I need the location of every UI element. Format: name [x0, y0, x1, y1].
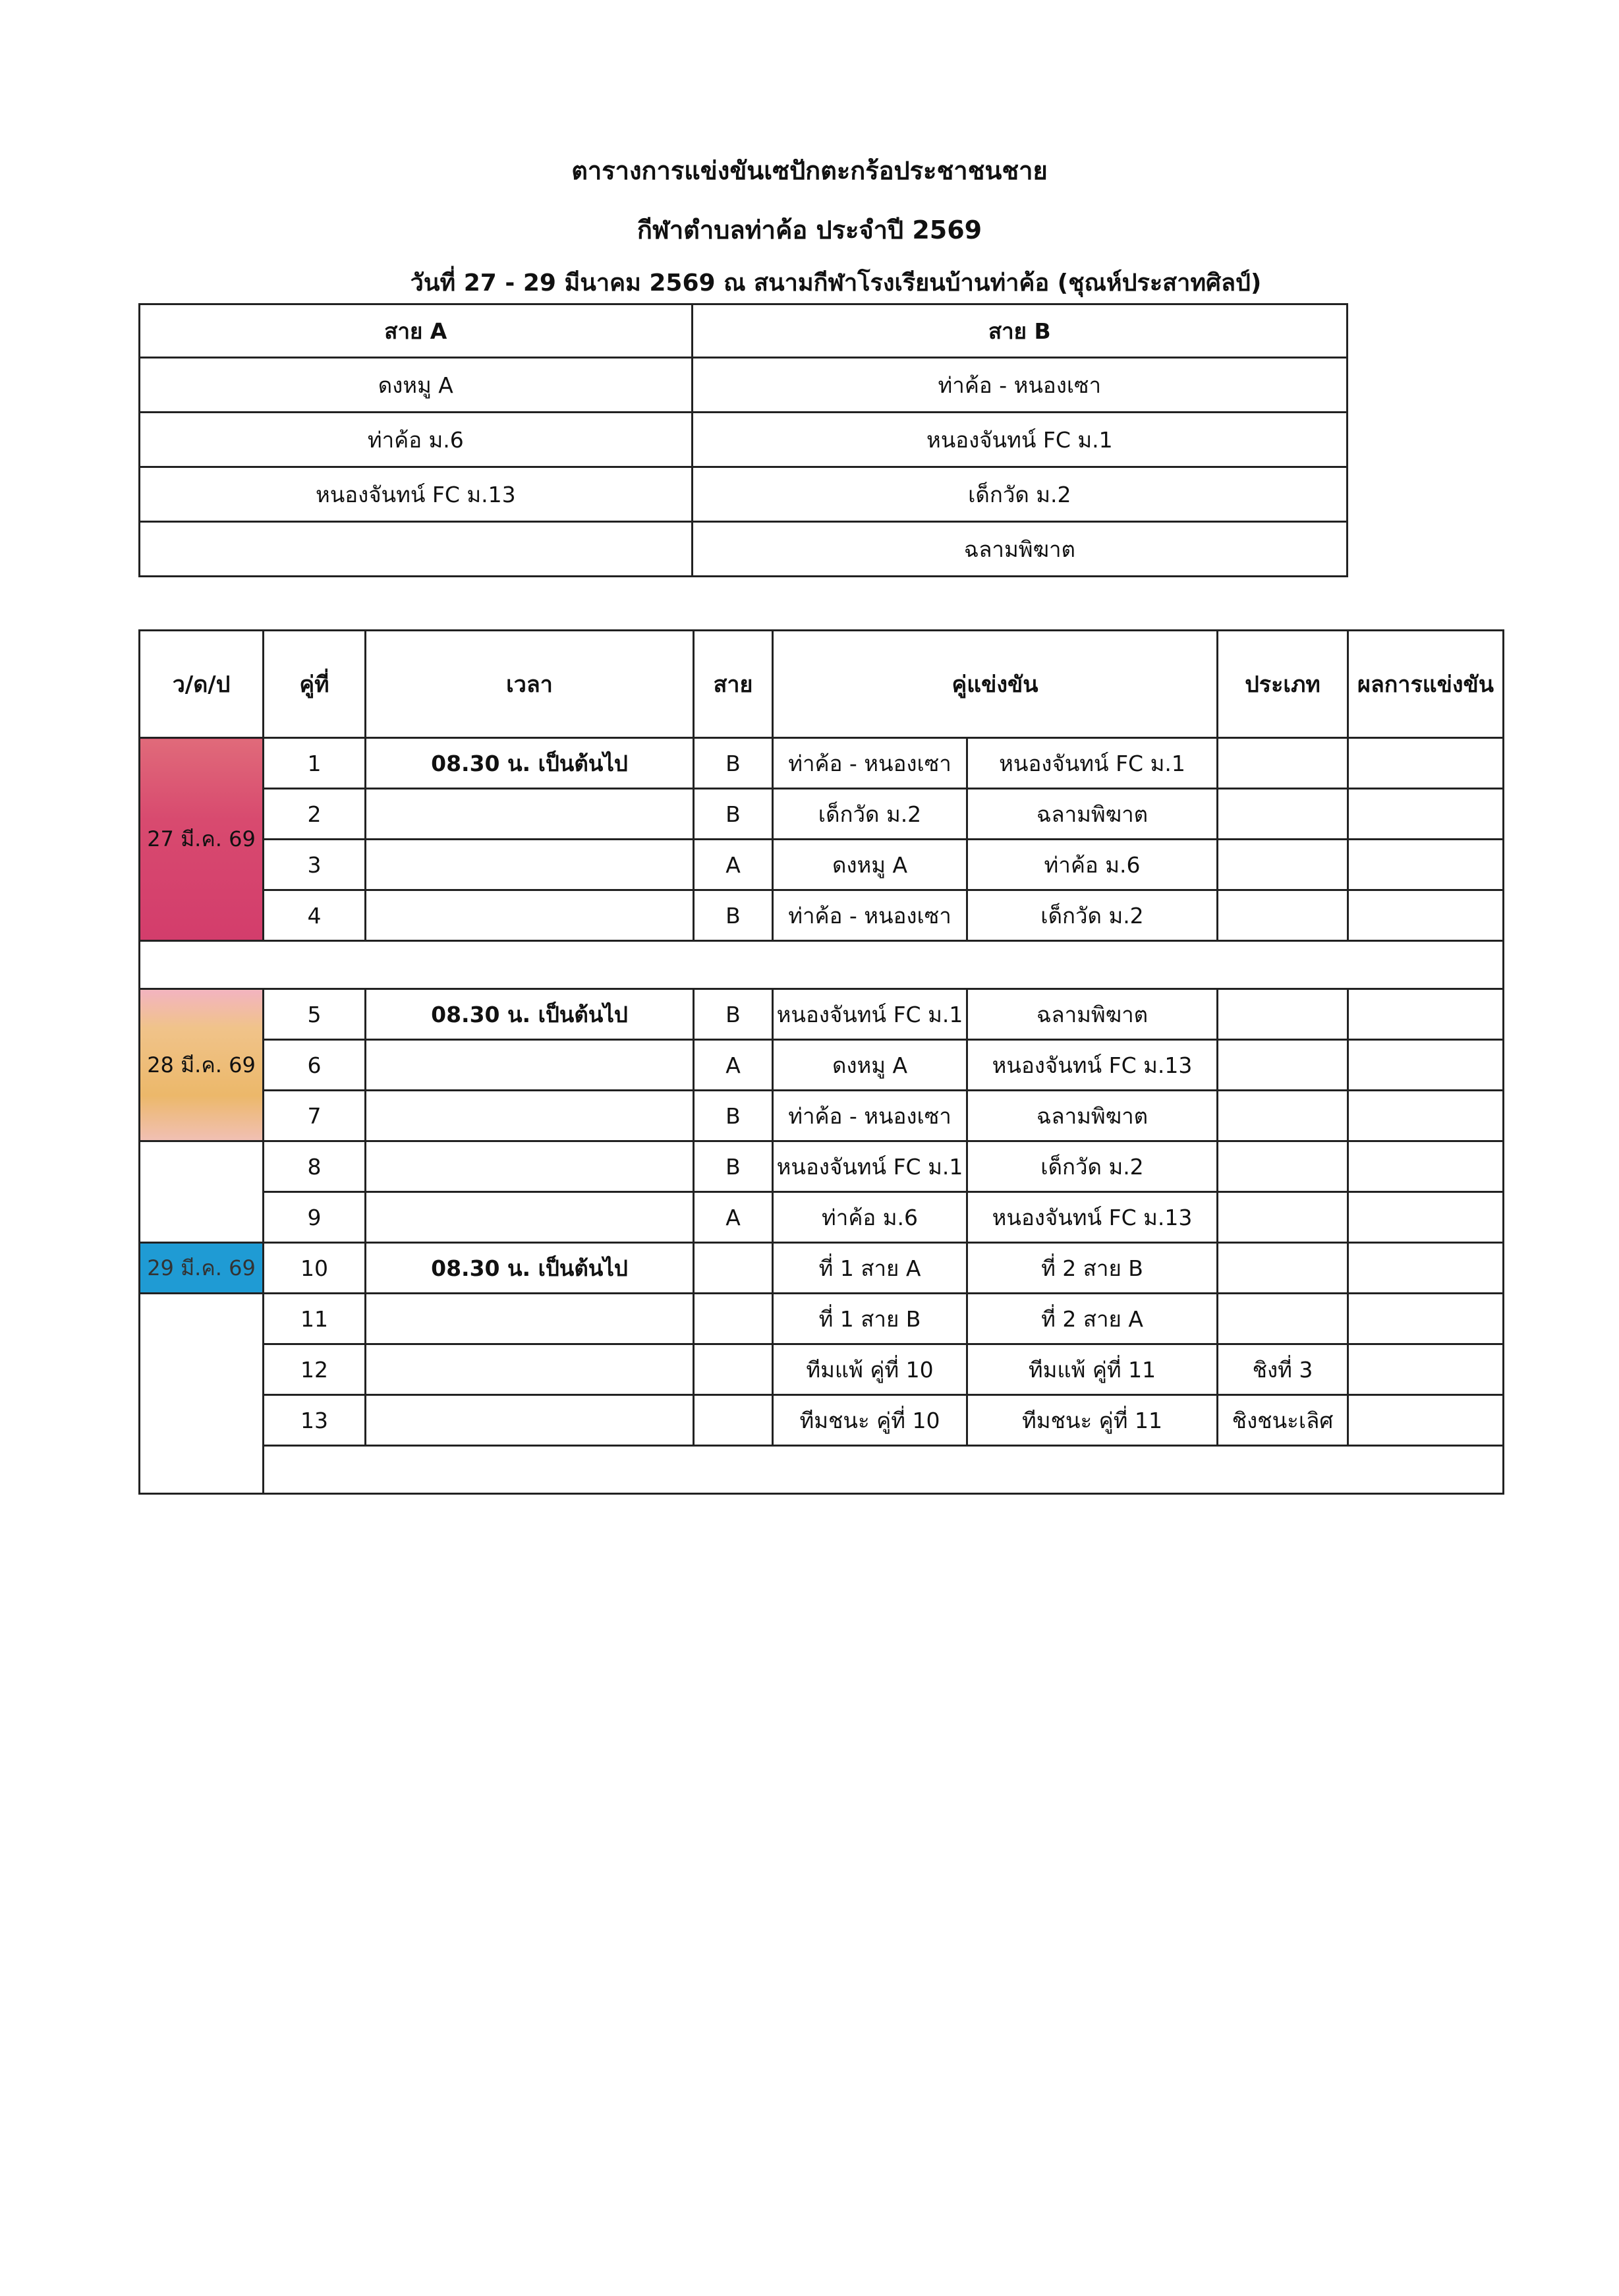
table-row	[140, 1192, 1504, 1243]
match-team1: ทีมชนะ คู่ที่ 10	[773, 1395, 967, 1446]
match-team2: ฉลามพิฆาต	[967, 789, 1218, 840]
match-team2: ทีมชนะ คู่ที่ 11	[967, 1395, 1218, 1446]
match-time	[366, 890, 694, 941]
spacer-cell	[264, 1446, 1504, 1494]
match-no: 9	[264, 1192, 366, 1243]
group-b-header: สาย B	[692, 304, 1347, 358]
match-team1: ทีมแพ้ คู่ที่ 10	[773, 1344, 967, 1395]
match-time	[366, 1091, 694, 1141]
match-result	[1348, 1344, 1504, 1395]
match-team1: ดงหมู A	[773, 840, 967, 890]
match-type: ชิงชนะเลิศ	[1218, 1395, 1348, 1446]
match-time	[366, 1294, 694, 1344]
match-team1: เด็กวัด ม.2	[773, 789, 967, 840]
match-type	[1218, 1141, 1348, 1192]
title-line-1: ตารางการแข่งขันเซปักตะกร้อประชาชนชาย	[571, 156, 1048, 185]
match-result	[1348, 989, 1504, 1040]
match-team2: หนองจันทน์ FC ม.13	[967, 1192, 1218, 1243]
match-group: B	[694, 789, 773, 840]
match-team2: เด็กวัด ม.2	[967, 1141, 1218, 1192]
match-type	[1218, 840, 1348, 890]
match-no: 3	[264, 840, 366, 890]
match-type	[1218, 989, 1348, 1040]
match-group: A	[694, 1192, 773, 1243]
match-team2: ฉลามพิฆาต	[967, 1091, 1218, 1141]
match-group	[694, 1294, 773, 1344]
match-group: B	[694, 989, 773, 1040]
date-cell: 29 มี.ค. 69	[140, 1243, 264, 1294]
group-b-team: ท่าค้อ - หนองเซา	[692, 358, 1347, 413]
title-line-2: กีฬาตำบลท่าค้อ ประจำปี 2569	[637, 215, 982, 244]
match-type	[1218, 1243, 1348, 1294]
match-result	[1348, 789, 1504, 840]
match-team1: ท่าค้อ - หนองเซา	[773, 738, 967, 789]
match-group: A	[694, 1040, 773, 1091]
match-type	[1218, 890, 1348, 941]
match-no: 1	[264, 738, 366, 789]
match-no: 2	[264, 789, 366, 840]
match-group: B	[694, 890, 773, 941]
match-group: B	[694, 1091, 773, 1141]
table-row	[140, 1091, 1504, 1141]
spacer-cell	[264, 941, 1504, 989]
header-date: ว/ด/ป	[140, 631, 264, 738]
match-team2: หนองจันทน์ FC ม.1	[967, 738, 1218, 789]
match-type: ชิงที่ 3	[1218, 1344, 1348, 1395]
header-time: เวลา	[366, 631, 694, 738]
match-group: B	[694, 738, 773, 789]
table-row	[140, 1294, 1504, 1344]
match-result	[1348, 1395, 1504, 1446]
match-no: 7	[264, 1091, 366, 1141]
schedule-table	[138, 629, 1504, 1495]
match-group: A	[694, 840, 773, 890]
match-type	[1218, 1091, 1348, 1141]
table-row	[140, 1141, 1504, 1192]
match-team1: ท่าค้อ ม.6	[773, 1192, 967, 1243]
date-cell-empty	[140, 1294, 264, 1494]
spacer-cell	[140, 941, 264, 989]
table-row	[140, 989, 1504, 1040]
match-team1: ท่าค้อ - หนองเซา	[773, 1091, 967, 1141]
match-group	[694, 1243, 773, 1294]
match-time: 08.30 น. เป็นต้นไป	[366, 738, 694, 789]
match-time	[366, 1344, 694, 1395]
table-row	[140, 1395, 1504, 1446]
match-result	[1348, 1040, 1504, 1091]
table-row	[140, 840, 1504, 890]
match-type	[1218, 789, 1348, 840]
table-row	[140, 738, 1504, 789]
header-type: ประเภท	[1218, 631, 1348, 738]
match-team2: เด็กวัด ม.2	[967, 890, 1218, 941]
match-team1: ท่าค้อ - หนองเซา	[773, 890, 967, 941]
match-result	[1348, 840, 1504, 890]
group-b-team: ฉลามพิฆาต	[692, 522, 1347, 577]
match-result	[1348, 1294, 1504, 1344]
group-a-team	[140, 522, 693, 577]
match-type	[1218, 738, 1348, 789]
match-result	[1348, 1091, 1504, 1141]
group-table	[138, 303, 1348, 577]
spacer-row	[140, 1446, 1504, 1494]
match-result	[1348, 1243, 1504, 1294]
match-team2: ที่ 2 สาย A	[967, 1294, 1218, 1344]
title-line-3: วันที่ 27 - 29 มีนาคม 2569 ณ สนามกีฬาโรงเรียนบ้านท่าค้อ (ชุณห์ประสาทศิลป์)	[410, 270, 1262, 297]
match-result	[1348, 738, 1504, 789]
match-team1: หนองจันทน์ FC ม.1	[773, 989, 967, 1040]
match-no: 5	[264, 989, 366, 1040]
group-a-team: หนองจันทน์ FC ม.13	[140, 467, 693, 522]
match-result	[1348, 890, 1504, 941]
match-team1: ดงหมู A	[773, 1040, 967, 1091]
group-b-team: หนองจันทน์ FC ม.1	[692, 413, 1347, 467]
match-type	[1218, 1192, 1348, 1243]
match-group	[694, 1344, 773, 1395]
match-team1: ที่ 1 สาย A	[773, 1243, 967, 1294]
table-row	[140, 789, 1504, 840]
match-type	[1218, 1040, 1348, 1091]
match-team1: หนองจันทน์ FC ม.1	[773, 1141, 967, 1192]
match-type	[1218, 1294, 1348, 1344]
header-match-no: คู่ที่	[264, 631, 366, 738]
match-time: 08.30 น. เป็นต้นไป	[366, 1243, 694, 1294]
match-no: 8	[264, 1141, 366, 1192]
match-time: 08.30 น. เป็นต้นไป	[366, 989, 694, 1040]
match-no: 4	[264, 890, 366, 941]
table-row	[140, 1243, 1504, 1294]
match-team1: ที่ 1 สาย B	[773, 1294, 967, 1344]
header-teams: คู่แข่งขัน	[773, 631, 1218, 738]
match-team2: ทีมแพ้ คู่ที่ 11	[967, 1344, 1218, 1395]
table-row	[140, 890, 1504, 941]
date-cell: 27 มี.ค. 69	[140, 738, 264, 941]
header-result: ผลการแข่งขัน	[1348, 631, 1504, 738]
date-cell-empty	[140, 1141, 264, 1243]
table-row	[140, 1344, 1504, 1395]
date-cell: 28 มี.ค. 69	[140, 989, 264, 1141]
match-team2: ที่ 2 สาย B	[967, 1243, 1218, 1294]
match-team2: ท่าค้อ ม.6	[967, 840, 1218, 890]
match-no: 11	[264, 1294, 366, 1344]
match-time	[366, 1141, 694, 1192]
match-team2: ฉลามพิฆาต	[967, 989, 1218, 1040]
group-a-team: ท่าค้อ ม.6	[140, 413, 693, 467]
match-group: B	[694, 1141, 773, 1192]
header-group: สาย	[694, 631, 773, 738]
spacer-row	[140, 941, 1504, 989]
group-a-team: ดงหมู A	[140, 358, 693, 413]
match-time	[366, 1192, 694, 1243]
group-b-team: เด็กวัด ม.2	[692, 467, 1347, 522]
match-no: 6	[264, 1040, 366, 1091]
group-a-header: สาย A	[140, 304, 693, 358]
table-row	[140, 1040, 1504, 1091]
match-no: 10	[264, 1243, 366, 1294]
match-time	[366, 789, 694, 840]
match-result	[1348, 1141, 1504, 1192]
match-no: 13	[264, 1395, 366, 1446]
match-group	[694, 1395, 773, 1446]
match-no: 12	[264, 1344, 366, 1395]
match-time	[366, 840, 694, 890]
match-time	[366, 1040, 694, 1091]
match-time	[366, 1395, 694, 1446]
match-result	[1348, 1192, 1504, 1243]
match-team2: หนองจันทน์ FC ม.13	[967, 1040, 1218, 1091]
